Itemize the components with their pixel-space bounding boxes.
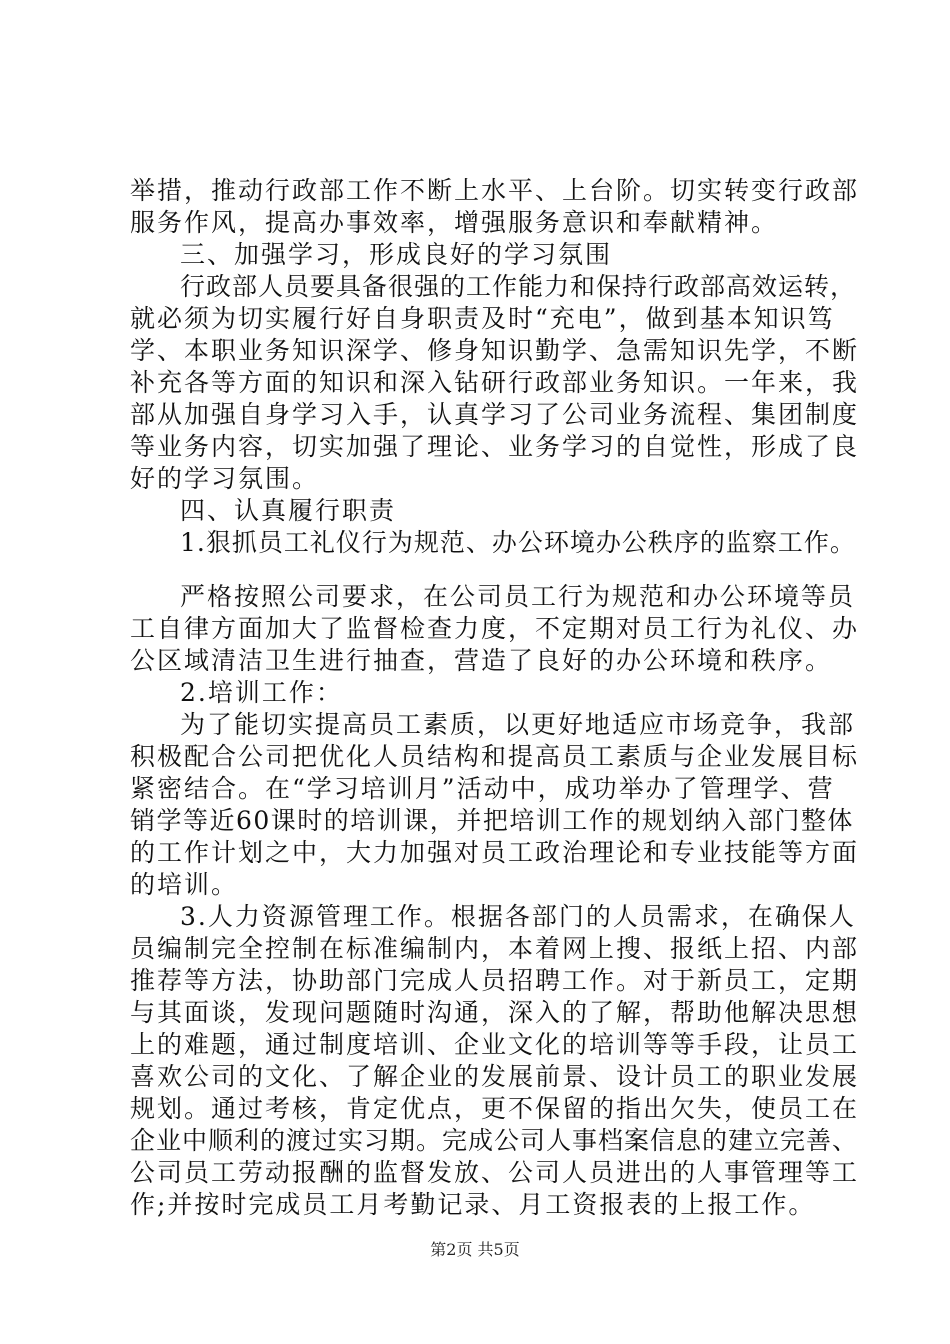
body-line: 推荐等方法，协助部门完成人员招聘工作。对于新员工，定期 [130,966,860,995]
body-line: 等业务内容，切实加强了理论、业务学习的自觉性，形成了良 [130,432,860,461]
body-line: 紧密结合。在“学习培训月”活动中，成功举办了管理学、营 [130,774,835,803]
body-line: 销学等近60课时的培训课，并把培训工作的规划纳入部门整体 [130,806,854,835]
body-line: 工自律方面加大了监督检查力度，不定期对员工行为礼仪、办 [130,614,860,643]
body-line: 公司员工劳动报酬的监督发放、公司人员进出的人事管理等工 [130,1158,860,1187]
body-line: 作;并按时完成员工月考勤记录、月工资报表的上报工作。 [130,1190,816,1219]
body-line: 行政部人员要具备很强的工作能力和保持行政部高效运转， [180,272,857,301]
body-line: 为了能切实提高员工素质，以更好地适应市场竞争，我部 [180,710,856,739]
body-line: 好的学习氛围。 [130,464,320,493]
body-line: 1.狠抓员工礼仪行为规范、办公环境办公秩序的监察工作。 [180,528,856,557]
body-line: 积极配合公司把优化人员结构和提高员工素质与企业发展目标 [130,742,860,771]
section-heading: 四、认真履行职责 [180,496,397,525]
body-line: 的工作计划之中，大力加强对员工政治理论和专业技能等方面 [130,838,860,867]
body-line: 3.人力资源管理工作。根据各部门的人员需求，在确保人 [180,902,856,931]
body-line: 规划。通过考核，肯定优点，更不保留的指出欠失，使员工在 [130,1094,860,1123]
body-line: 企业中顺利的渡过实习期。完成公司人事档案信息的建立完善、 [130,1126,859,1155]
section-heading: 三、加强学习，形成良好的学习氛围 [180,240,613,269]
body-line: 严格按照公司要求，在公司员工行为规范和办公环境等员 [180,582,856,611]
body-line: 服务作风，提高办事效率，增强服务意识和奉献精神。 [130,208,779,237]
body-line: 补充各等方面的知识和深入钻研行政部业务知识。一年来，我 [130,368,860,397]
body-line: 员编制完全控制在标准编制内，本着网上搜、报纸上招、内部 [130,934,860,963]
body-line: 喜欢公司的文化、了解企业的发展前景、设计员工的职业发展 [130,1062,860,1091]
body-line: 的培训。 [130,870,239,899]
body-line: 公区域清洁卫生进行抽查，营造了良好的办公环境和秩序。 [130,646,833,675]
body-line: 就必须为切实履行好自身职责及时“充电”，做到基本知识笃 [130,304,835,333]
body-line: 上的难题，通过制度培训、企业文化的培训等等手段，让员工 [130,1030,860,1059]
body-line: 举措，推动行政部工作不断上水平、上台阶。切实转变行政部 [130,176,860,205]
sub-heading: 2.培训工作： [180,678,343,707]
body-line: 与其面谈，发现问题随时沟通，深入的了解，帮助他解决思想 [130,998,860,1027]
body-line: 学、本职业务知识深学、修身知识勤学、急需知识先学，不断 [130,336,860,365]
page-footer: 第2页 共5页 [430,1240,520,1259]
body-line: 部从加强自身学习入手，认真学习了公司业务流程、集团制度 [130,400,860,429]
